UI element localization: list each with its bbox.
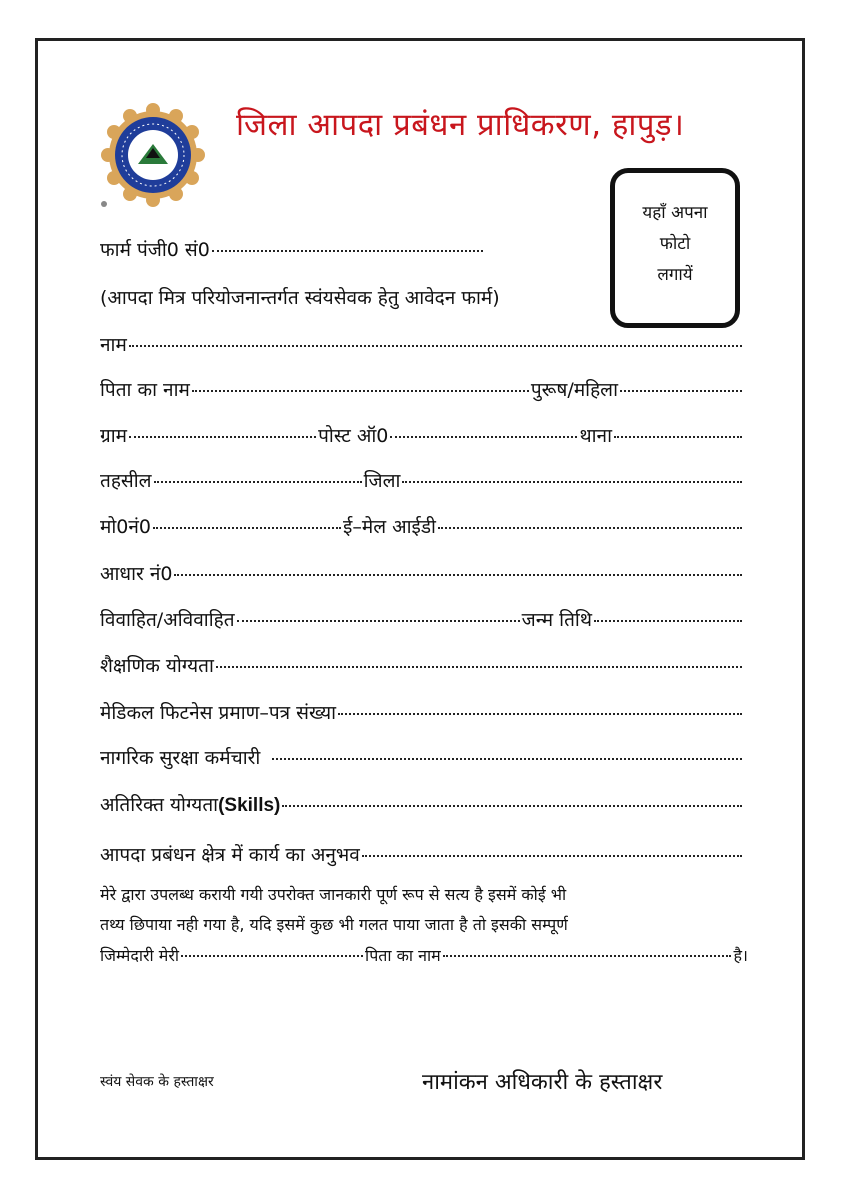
photo-box-line: यहाँ अपना [642,202,708,223]
skills-english-label: (Skills) [218,795,281,816]
name-label: नाम [100,334,127,356]
email-field[interactable] [438,527,742,529]
declaration-line-1: मेरे द्वारा उपलब्ध करायी गयी उपरोक्त जानकारी पूर्ण रूप से सत्य है इसमें कोई भी [100,885,567,904]
aadhaar-field[interactable] [174,574,742,576]
district-field[interactable] [402,481,742,483]
civil-defence-field[interactable] [272,758,742,760]
gender-field[interactable] [620,390,742,392]
tehsil-label: तहसील [100,470,152,492]
mobile-label: मो0नं0 [100,516,152,538]
skills-row [100,791,744,817]
declarant-father-field[interactable] [443,955,732,957]
marital-dob-row [100,606,744,632]
disaster-management-authority-seal-icon [98,100,208,210]
name-row [100,331,744,357]
contact-row [100,513,744,539]
register-label: फार्म पंजी0 सं0 [100,239,210,261]
officer-signature-label: नामांकन अधिकारी के हस्ताक्षर [422,1070,663,1095]
village-row [100,422,744,448]
post-office-field[interactable] [390,436,577,438]
volunteer-signature-label: स्वंय सेवक के हस्ताक्षर [100,1074,214,1090]
extra-skill-label: अतिरिक्त योग्यता [100,794,219,816]
police-station-field[interactable] [614,436,742,438]
village-label: ग्राम [100,425,127,447]
post-office-label: पोस्ट ऑ0 [318,425,389,447]
tehsil-field[interactable] [154,481,362,483]
photo-placeholder-box[interactable] [610,168,740,328]
education-field[interactable] [216,666,742,668]
medical-certificate-label: मेडिकल फिटनेस प्रमाण–पत्र संख्या [100,702,337,724]
name-field[interactable] [129,345,742,347]
declaration-line-2: तथ्य छिपाया नही गया है, यदि इसमें कुछ भी गलत पाया जाता है तो इसकी सम्पूर्ण [100,915,568,934]
register-number-field[interactable] [212,250,483,252]
declaration-responsibility-label: जिम्मेदारी मेरी [100,946,180,965]
district-label: जिला [363,470,401,492]
aadhaar-label: आधार नं0 [100,563,173,585]
experience-field[interactable] [362,855,742,857]
email-label: ई–मेल आईडी [343,516,436,538]
skills-field[interactable] [282,805,742,807]
father-name-field[interactable] [192,390,529,392]
declaration-line-3 [100,944,748,966]
father-gender-row [100,376,744,402]
police-station-label: थाना [579,425,612,447]
mobile-field[interactable] [153,527,341,529]
photo-box-line: लगायें [657,264,693,285]
aadhaar-row [100,560,744,586]
declaration-end: है। [733,946,748,965]
civil-defence-label: नागरिक सुरक्षा कर्मचारी [100,747,261,769]
dob-field[interactable] [594,620,742,622]
education-label: शैक्षणिक योग्यता [100,655,214,677]
gender-label: पुरूष/महिला [530,379,618,401]
marital-status-field[interactable] [237,620,520,622]
form-subtitle: (आपदा मित्र परियोजनान्तर्गत स्वंयसेवक हेतु आवेदन फार्म) [100,287,500,309]
medical-certificate-field[interactable] [338,713,742,715]
village-field[interactable] [129,436,316,438]
experience-label: आपदा प्रबंधन क्षेत्र में कार्य का अनुभव [100,844,360,866]
father-name-label: पिता का नाम [100,379,190,401]
civil-defence-row [100,744,744,770]
declaration-father-label: पिता का नाम [365,946,441,965]
photo-box-line: फोटो [659,233,691,254]
education-row [100,652,744,678]
experience-row [100,841,744,867]
dob-label: जन्म तिथि [521,609,592,631]
medical-row [100,699,744,725]
tehsil-row [100,467,744,493]
register-row [100,236,485,262]
declarant-name-field[interactable] [181,955,363,957]
marital-status-label: विवाहित/अविवाहित [100,609,235,631]
authority-title: जिला आपदा प्रबंधन प्राधिकरण, हापुड़। [236,107,685,143]
